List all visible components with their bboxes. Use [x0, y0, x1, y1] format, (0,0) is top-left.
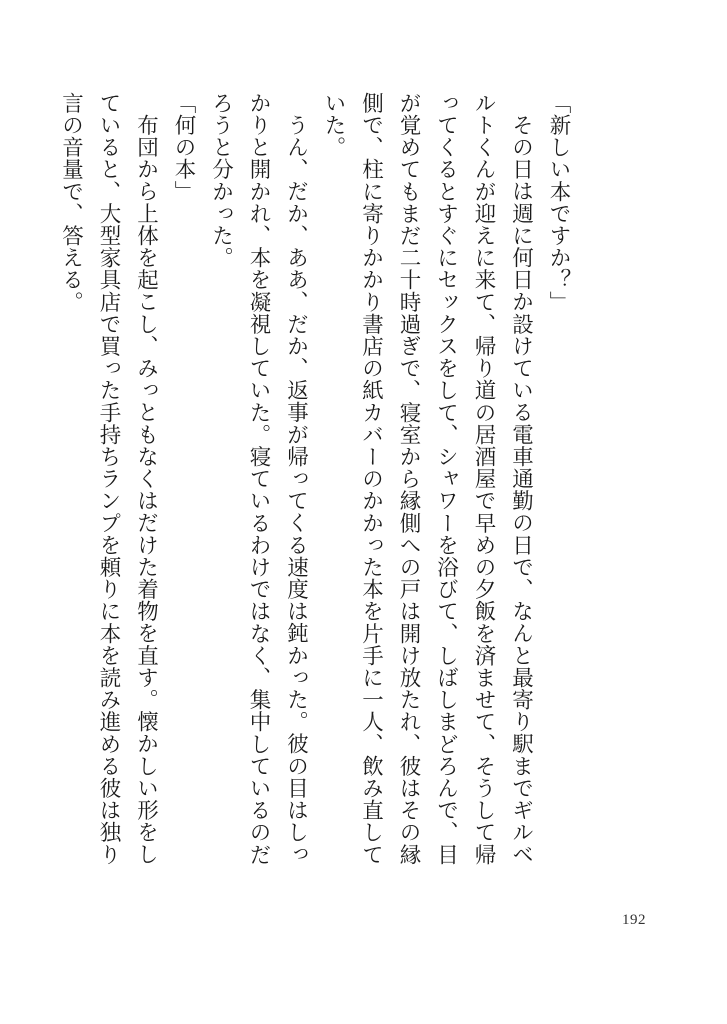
- dialogue-paragraph: 「新しい本ですか？」: [546, 92, 571, 313]
- vertical-text-block: [58, 92, 577, 882]
- dialogue-paragraph: 「何の本」: [171, 92, 196, 203]
- narrative-paragraph: その日は週に何日か設けている電車通勤の日で、なんと最寄り駅までギルベルトくんが迎えに来て、帰り道の居酒屋で早めの夕飯を済ませて、そうして帰ってくるとすぐにセックスをして、シャワーを浴びて、しばしまどろんで、目が覚めてもまだ二十時過ぎで、寝室から縁側への戸は開け放たれ、彼はその縁側で、柱に寄りかかり書店の紙カバーのかかった本を片手に一人、飲み直していた。: [321, 92, 534, 866]
- page-number: 192: [622, 912, 646, 928]
- narrative-paragraph: うん、だか、ああ、だか、返事が帰ってくる速度は鈍かった。彼の目はしっかりと開かれ、本を凝視していた。寝ているわけではなく、集中しているのだろうと分かった。: [208, 92, 309, 866]
- narrative-paragraph: 布団から上体を起こし、みっともなくはだけた着物を直す。懐かしい形をしていると、大型家具店で買った手持ちランプを頼りに本を読み進める彼は独り言の音量で、答える。: [58, 92, 159, 866]
